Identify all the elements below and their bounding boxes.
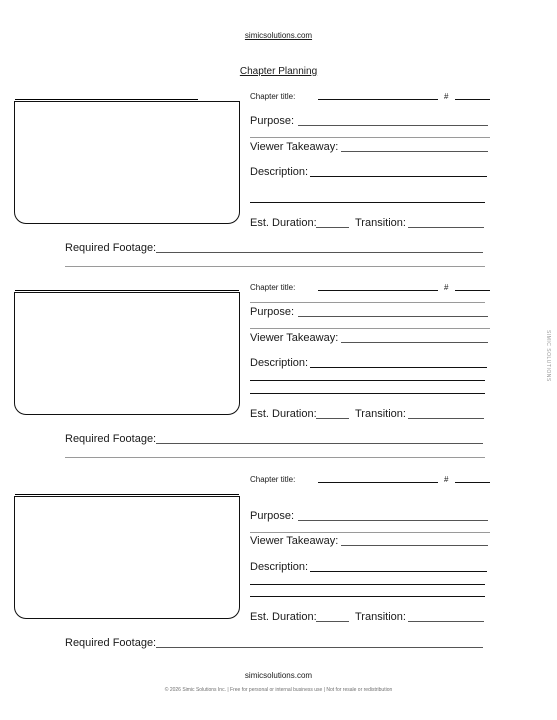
header-rule: [15, 290, 239, 291]
site-url-top[interactable]: simicsolutions.com: [244, 31, 313, 40]
description-field[interactable]: [310, 571, 487, 572]
description-line-2[interactable]: [250, 380, 485, 381]
chapter-number-label: #: [444, 92, 449, 101]
required-footage-field[interactable]: [156, 252, 483, 253]
viewer-takeaway-field[interactable]: [341, 151, 488, 152]
chapter-title-field[interactable]: [318, 290, 438, 291]
chapter-title-extra-line[interactable]: [250, 302, 485, 303]
transition-field[interactable]: [408, 418, 484, 419]
est-duration-field[interactable]: [316, 418, 349, 419]
chapter-title-field[interactable]: [318, 482, 438, 483]
description-line-3[interactable]: [250, 596, 485, 597]
est-duration-field[interactable]: [316, 621, 349, 622]
transition-field[interactable]: [408, 227, 484, 228]
description-line-2[interactable]: [250, 584, 485, 585]
transition-label: Transition:: [355, 217, 406, 229]
side-watermark: SIMIC SOLUTIONS: [545, 330, 551, 382]
viewer-takeaway-label: Viewer Takeaway:: [250, 535, 339, 547]
thumbnail-box[interactable]: [14, 101, 240, 224]
description-label: Description:: [250, 357, 309, 369]
est-duration-label: Est. Duration:: [250, 611, 317, 623]
required-footage-line-2[interactable]: [65, 457, 485, 458]
chapter-section-1: [0, 92, 557, 272]
required-footage-field[interactable]: [156, 443, 483, 444]
transition-field[interactable]: [408, 621, 484, 622]
thumbnail-box[interactable]: [14, 496, 240, 619]
est-duration-label: Est. Duration:: [250, 408, 317, 420]
purpose-extra-line[interactable]: [250, 328, 490, 329]
transition-label: Transition:: [355, 611, 406, 623]
viewer-takeaway-label: Viewer Takeaway:: [250, 141, 339, 153]
viewer-takeaway-field[interactable]: [341, 342, 488, 343]
chapter-number-field[interactable]: [455, 99, 490, 100]
chapter-number-field[interactable]: [455, 290, 490, 291]
purpose-extra-line[interactable]: [250, 137, 490, 138]
chapter-number-label: #: [444, 283, 449, 292]
purpose-field[interactable]: [298, 316, 488, 317]
required-footage-line-2[interactable]: [65, 266, 485, 267]
est-duration-label: Est. Duration:: [250, 217, 317, 229]
purpose-label: Purpose:: [250, 510, 295, 522]
description-line-3[interactable]: [250, 393, 485, 394]
transition-label: Transition:: [355, 408, 406, 420]
chapter-section-2: [0, 283, 557, 463]
purpose-extra-line[interactable]: [250, 532, 490, 533]
description-label: Description:: [250, 561, 309, 573]
chapter-title-label: Chapter title:: [250, 475, 296, 484]
viewer-takeaway-field[interactable]: [341, 545, 488, 546]
viewer-takeaway-label: Viewer Takeaway:: [250, 332, 339, 344]
purpose-label: Purpose:: [250, 306, 295, 318]
chapter-title-label: Chapter title:: [250, 92, 296, 101]
thumbnail-box[interactable]: [14, 292, 240, 415]
site-url-bottom[interactable]: simicsolutions.com: [244, 671, 313, 680]
description-label: Description:: [250, 166, 309, 178]
chapter-section-3: [0, 474, 557, 654]
required-footage-label: Required Footage:: [65, 242, 157, 254]
required-footage-label: Required Footage:: [65, 433, 157, 445]
chapter-number-label: #: [444, 475, 449, 484]
header-rule: [15, 494, 239, 495]
purpose-field[interactable]: [298, 125, 488, 126]
description-field[interactable]: [310, 176, 487, 177]
purpose-field[interactable]: [298, 520, 488, 521]
page-title: Chapter Planning: [239, 66, 318, 77]
chapter-title-field[interactable]: [318, 99, 438, 100]
required-footage-field[interactable]: [156, 647, 483, 648]
est-duration-field[interactable]: [316, 227, 349, 228]
required-footage-label: Required Footage:: [65, 637, 157, 649]
chapter-title-label: Chapter title:: [250, 283, 296, 292]
header-rule: [15, 99, 198, 100]
chapter-number-field[interactable]: [455, 482, 490, 483]
footer-copyright: © 2026 Simic Solutions Inc. | Free for personal or internal business use | Not for resale or redistribution: [164, 687, 393, 693]
purpose-label: Purpose:: [250, 115, 295, 127]
description-line-2[interactable]: [250, 202, 485, 203]
description-field[interactable]: [310, 367, 487, 368]
